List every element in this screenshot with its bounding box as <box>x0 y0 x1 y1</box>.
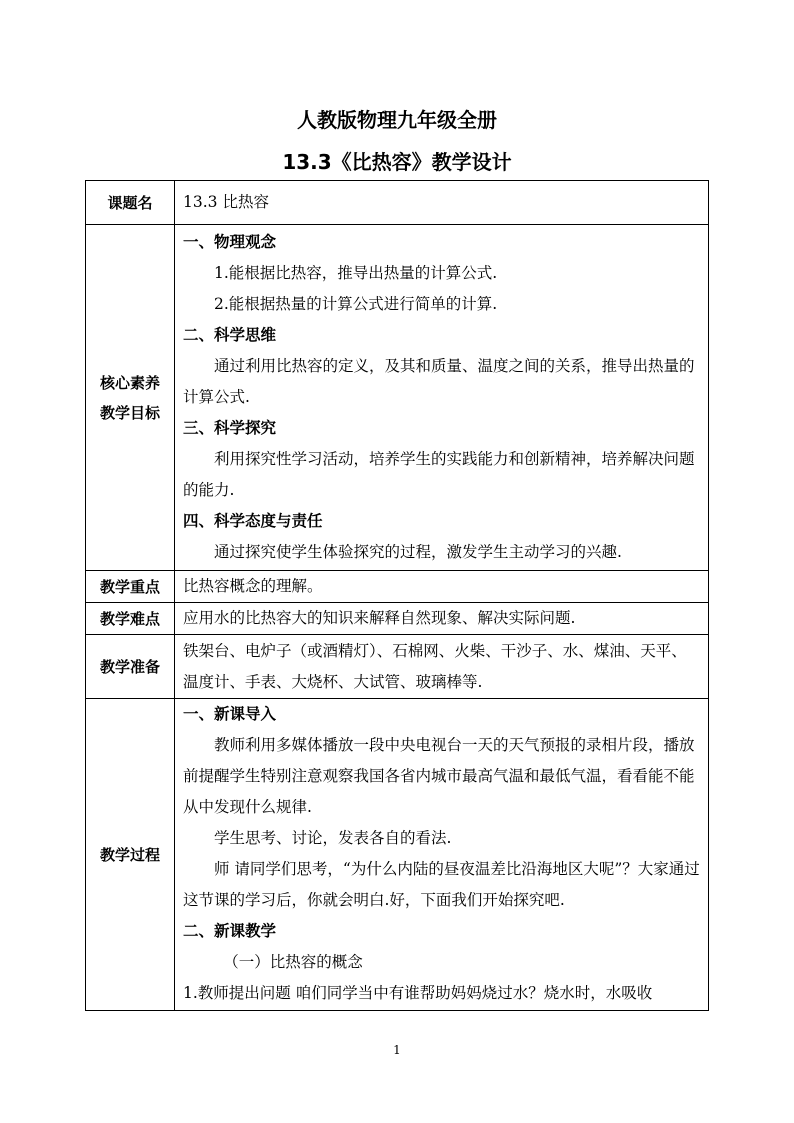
document-subtitle: 13.3《比热容》教学设计 <box>282 150 512 174</box>
table-row-difficulty <box>86 603 709 635</box>
process-content <box>175 699 709 1011</box>
process-paragraph: 教师利用多媒体播放一段中央电视台一天的天气预报的录相片段，播放前提醒学生特别注意观察我国各省内城市最高气温和最低气温，看看能不能从中发现什么规律. <box>183 736 695 816</box>
process-heading-2: 二、新课教学 <box>183 922 277 940</box>
table-row-process <box>86 699 709 1011</box>
goal-heading-4: 四、科学态度与责任 <box>183 512 323 530</box>
label-process: 教学过程 <box>86 699 175 1011</box>
process-paragraph: 1.教师提出问题 咱们同学当中有谁帮助妈妈烧过水？烧水时，水吸收 <box>183 984 653 1002</box>
goals-content <box>175 225 709 571</box>
label-topic: 课题名 <box>86 181 175 225</box>
label-difficulty: 教学难点 <box>86 603 175 635</box>
goal-paragraph: 利用探究性学习活动，培养学生的实践能力和创新精神，培养解决问题的能力. <box>183 450 695 499</box>
label-prep: 教学准备 <box>86 635 175 699</box>
goal-paragraph: 通过利用比热容的定义，及其和质量、温度之间的关系，推导出热量的计算公式. <box>183 357 695 406</box>
table-row-prep <box>86 635 709 699</box>
process-heading-1: 一、新课导入 <box>183 705 277 723</box>
goal-item: 1.能根据比热容，推导出热量的计算公式. <box>214 264 498 282</box>
lesson-plan-table <box>85 180 709 1011</box>
process-paragraph: 学生思考、讨论，发表各自的看法. <box>214 829 452 847</box>
table-row-key <box>86 571 709 603</box>
table-row-topic <box>86 181 709 225</box>
value-prep: 铁架台、电炉子（或酒精灯）、石棉网、火柴、干沙子、水、煤油、天平、温度计、手表、大烧杯、大试管、玻璃棒等. <box>175 635 709 699</box>
value-topic: 13.3 比热容 <box>175 181 709 225</box>
label-key: 教学重点 <box>86 571 175 603</box>
value-difficulty: 应用水的比热容大的知识来解释自然现象、解决实际问题. <box>175 603 709 635</box>
process-paragraph: 师 请同学们思考，“为什么内陆的昼夜温差比沿海地区大呢”？大家通过这节课的学习后，你就会明白.好，下面我们开始探究吧. <box>183 860 700 909</box>
value-key: 比热容概念的理解。 <box>175 571 709 603</box>
document-title: 人教版物理九年级全册 <box>297 108 497 132</box>
goal-heading-2: 二、科学思维 <box>183 326 277 344</box>
goal-heading-3: 三、科学探究 <box>183 419 277 437</box>
process-subheading: （一）比热容的概念 <box>223 953 363 971</box>
goal-heading-1: 一、物理观念 <box>183 233 277 251</box>
goal-item: 2.能根据热量的计算公式进行简单的计算. <box>214 295 498 313</box>
table-row-goals <box>86 225 709 571</box>
label-goals: 核心素养教学目标 <box>86 225 175 571</box>
goal-paragraph: 通过探究使学生体验探究的过程，激发学生主动学习的兴趣. <box>214 543 622 561</box>
page-number: 1 <box>393 1043 401 1057</box>
